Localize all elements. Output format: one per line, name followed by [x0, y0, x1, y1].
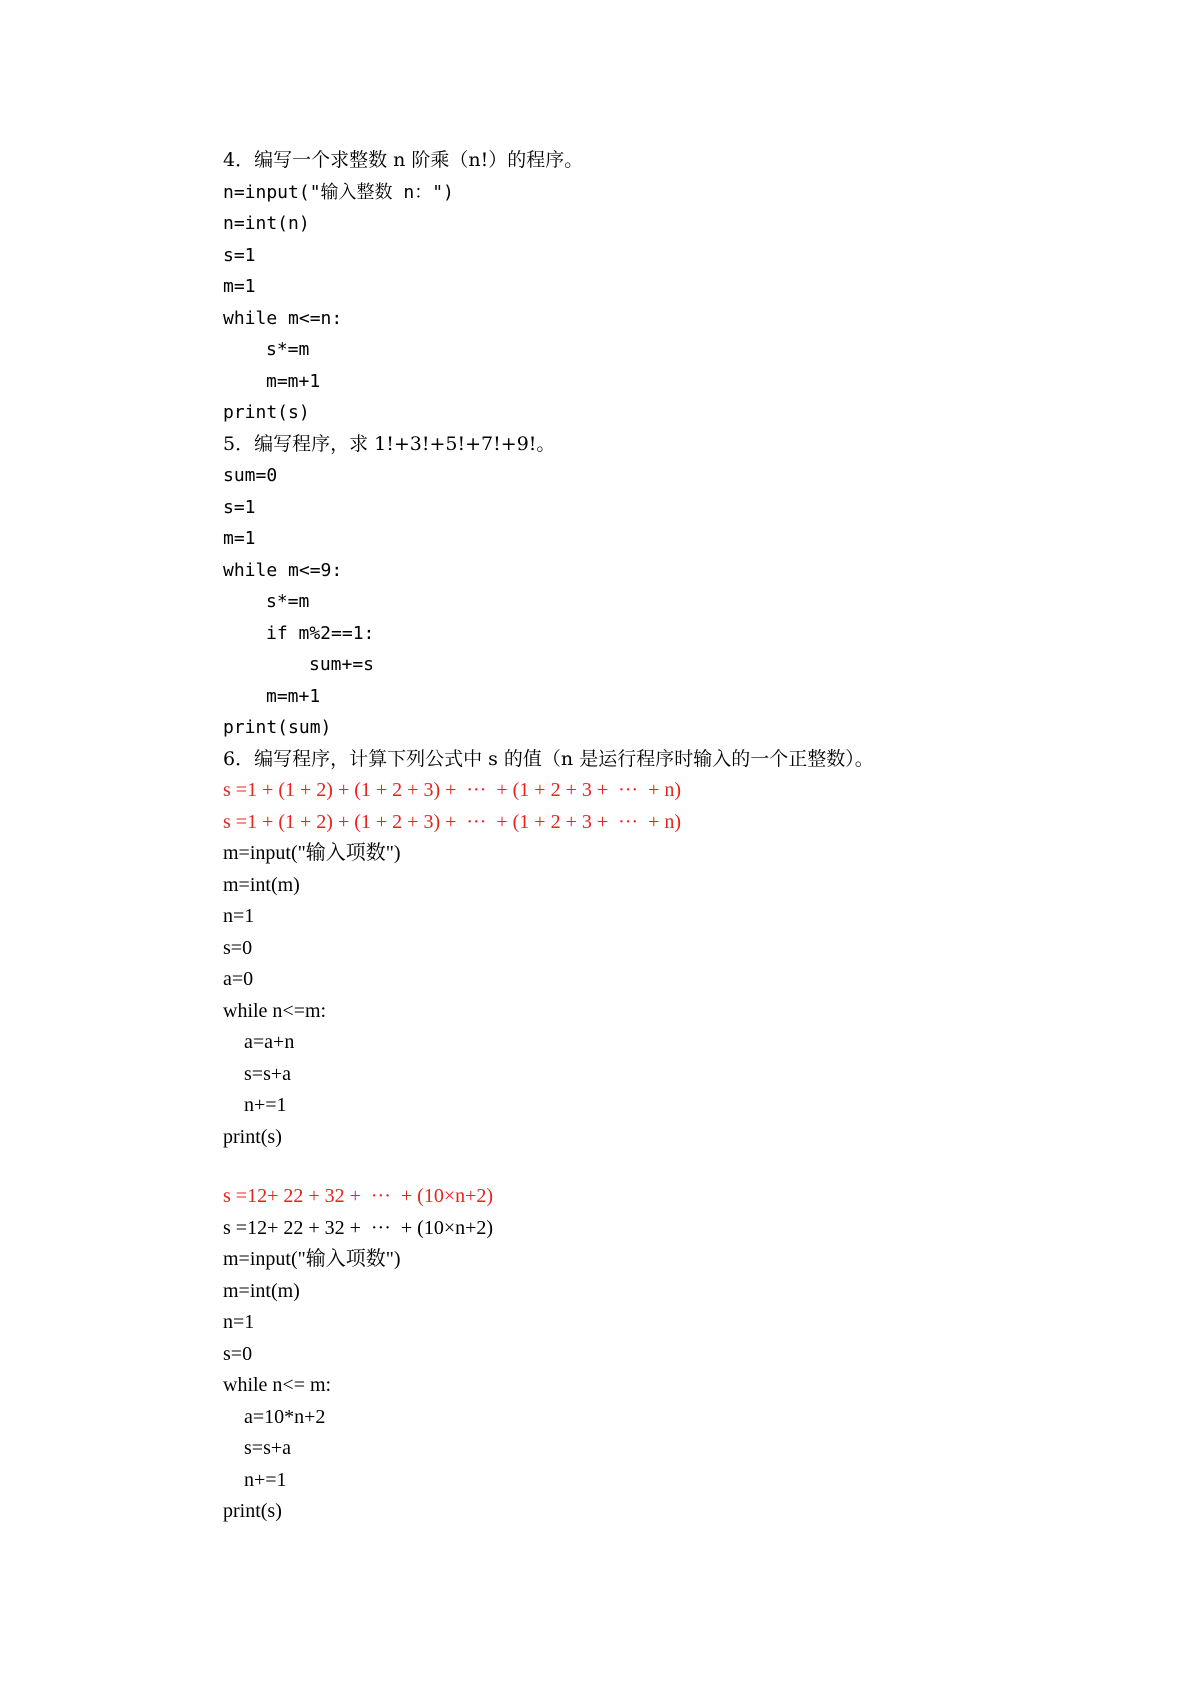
code-line: m=m+1: [266, 685, 321, 707]
code-line: while n<=m:: [223, 999, 327, 1022]
blank-spacer: [223, 1153, 1123, 1181]
code-line: a=a+n: [244, 1031, 295, 1053]
code-line: a=0: [223, 968, 254, 990]
code-line: while m<=n:: [223, 307, 343, 329]
section-4-heading: 4．编写一个求整数 n 阶乘（n!）的程序。: [223, 149, 584, 171]
code-line: s=1: [223, 496, 256, 518]
code-line: print(sum): [223, 717, 332, 738]
code-line: while m<=9:: [223, 559, 343, 581]
code-line: m=m+1: [266, 370, 321, 392]
formula-b-red: s =12+ 22 + 32 + ··· + (10×n+2): [223, 1185, 494, 1207]
code-line: s*=m: [266, 591, 310, 612]
section-6-heading: 6．编写程序，计算下列公式中 s 的值（n 是运行程序时输入的一个正整数）。: [223, 747, 874, 770]
code-line: n=int(n): [223, 213, 310, 234]
code-line: a=10*n+2: [244, 1405, 326, 1428]
code-line: s=s+a: [244, 1437, 292, 1459]
code-line: sum+=s: [309, 654, 375, 675]
section-5-heading: 5．编写程序，求 1!+3!+5!+7!+9!。: [223, 432, 556, 455]
code-line: print(s): [223, 1500, 282, 1522]
code-line: m=int(m): [223, 873, 300, 896]
code-line: if m%2==1:: [266, 622, 375, 644]
code-line: m=1: [223, 528, 256, 549]
code-line: s=0: [223, 1342, 253, 1365]
formula-b-black: s =12+ 22 + 32 + ··· + (10×n+2): [223, 1216, 494, 1239]
code-line: m=int(m): [223, 1279, 300, 1302]
document-content: [223, 145, 1123, 1528]
code-line: n+=1: [244, 1468, 287, 1491]
formula-a-red: s =1 + (1 + 2) + (1 + 2 + 3) + ··· + (1 + 2 + 3 + ··· + n): [223, 810, 682, 833]
code-line: n=1: [223, 905, 255, 927]
code-line: s=1: [223, 244, 256, 266]
code-line: n=1: [223, 1311, 255, 1333]
code-line: s=0: [223, 936, 253, 959]
code-line: n+=1: [244, 1094, 287, 1116]
code-line: sum=0: [223, 465, 278, 486]
code-line: print(s): [223, 402, 310, 423]
formula-a-red: s =1 + (1 + 2) + (1 + 2 + 3) + ··· + (1 + 2 + 3 + ··· + n): [223, 779, 682, 801]
code-line: print(s): [223, 1125, 282, 1148]
code-line: m=input("输入项数"): [223, 1248, 401, 1270]
code-line: s=s+a: [244, 1062, 292, 1085]
code-line: while n<= m:: [223, 1374, 332, 1396]
code-line: m=input("输入项数"): [223, 842, 401, 864]
code-line: s*=m: [266, 339, 310, 360]
code-line: n=input("输入整数 n："): [223, 181, 454, 203]
code-line: m=1: [223, 276, 256, 297]
